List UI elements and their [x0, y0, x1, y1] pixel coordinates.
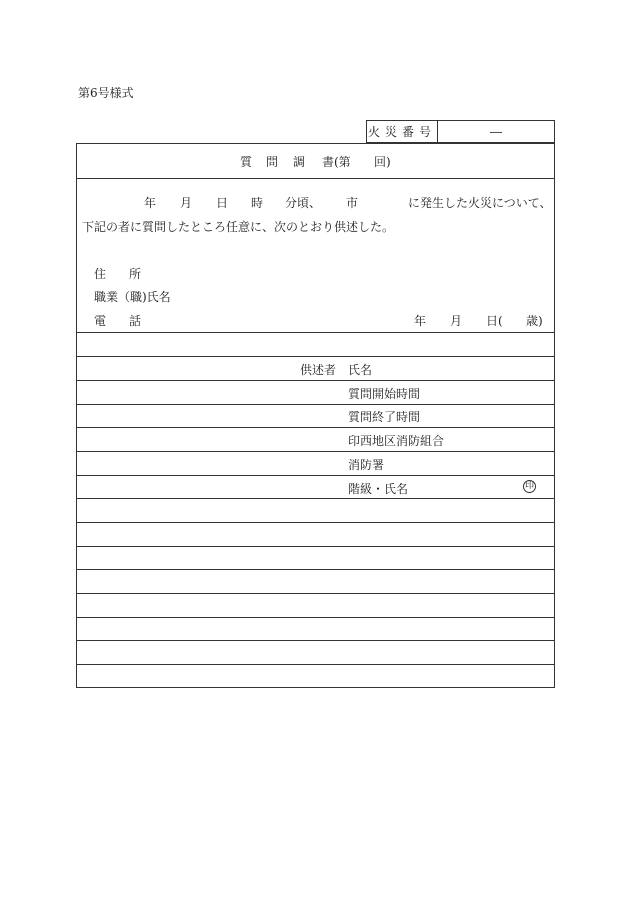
- title-char: 書(第: [322, 155, 351, 169]
- seal-mark: 印: [524, 481, 534, 491]
- title-char: 質: [240, 155, 253, 169]
- statement-day: 日: [216, 196, 229, 210]
- rule-row: [76, 546, 555, 547]
- rule-row: [76, 569, 555, 570]
- interviewer-item: 質問開始時間: [348, 387, 421, 401]
- fire-number-label: 火災番号: [367, 121, 438, 142]
- statement-city: 市: [346, 196, 359, 210]
- title-char: 調: [293, 155, 306, 169]
- rule-row: [76, 356, 555, 357]
- rule-row: [76, 380, 555, 381]
- fire-number-value: ―: [490, 124, 502, 139]
- interviewer-item: 印西地区消防組合: [348, 434, 445, 448]
- rule-statement: [76, 332, 555, 333]
- statement-tail: に発生した火災について、: [408, 196, 552, 210]
- rule-row: [76, 498, 555, 499]
- statement-minute: 分頃、: [285, 196, 322, 210]
- rule-title: [76, 178, 555, 179]
- birth-month: 月: [450, 314, 463, 328]
- rule-row: [76, 522, 555, 523]
- respondent-heading: 供述者: [300, 363, 337, 377]
- statement-year: 年: [144, 196, 157, 210]
- phone-label-char: 電: [94, 314, 107, 328]
- statement-hour: 時: [251, 196, 264, 210]
- rule-row: [76, 451, 555, 452]
- statement-month: 月: [180, 196, 193, 210]
- interviewer-item: 質問終了時間: [348, 410, 421, 424]
- rule-row: [76, 427, 555, 428]
- form-number-label: 第6号様式: [78, 86, 134, 100]
- occupation-name-label: 職業（職)氏名: [94, 290, 171, 304]
- rule-row: [76, 593, 555, 594]
- address-label-char: 所: [129, 267, 142, 281]
- phone-label-char: 話: [129, 314, 142, 328]
- age: 歳): [526, 314, 543, 328]
- title-char: 問: [266, 155, 279, 169]
- rule-row: [76, 404, 555, 405]
- birth-day: 日(: [486, 314, 503, 328]
- address-label-char: 住: [94, 267, 107, 281]
- rule-row: [76, 617, 555, 618]
- statement-line2: 下記の者に質問したところ任意に、次のとおり供述した。: [82, 220, 395, 234]
- birth-year: 年: [414, 314, 427, 328]
- title-char: 回): [374, 155, 391, 169]
- interviewer-item: 消防署: [348, 458, 385, 472]
- rule-row: [76, 664, 555, 665]
- interviewer-item: 氏名: [348, 363, 373, 377]
- rule-row: [76, 475, 555, 476]
- interviewer-item: 階級・氏名: [348, 482, 409, 496]
- fire-number-box: [366, 120, 555, 143]
- rule-row: [76, 640, 555, 641]
